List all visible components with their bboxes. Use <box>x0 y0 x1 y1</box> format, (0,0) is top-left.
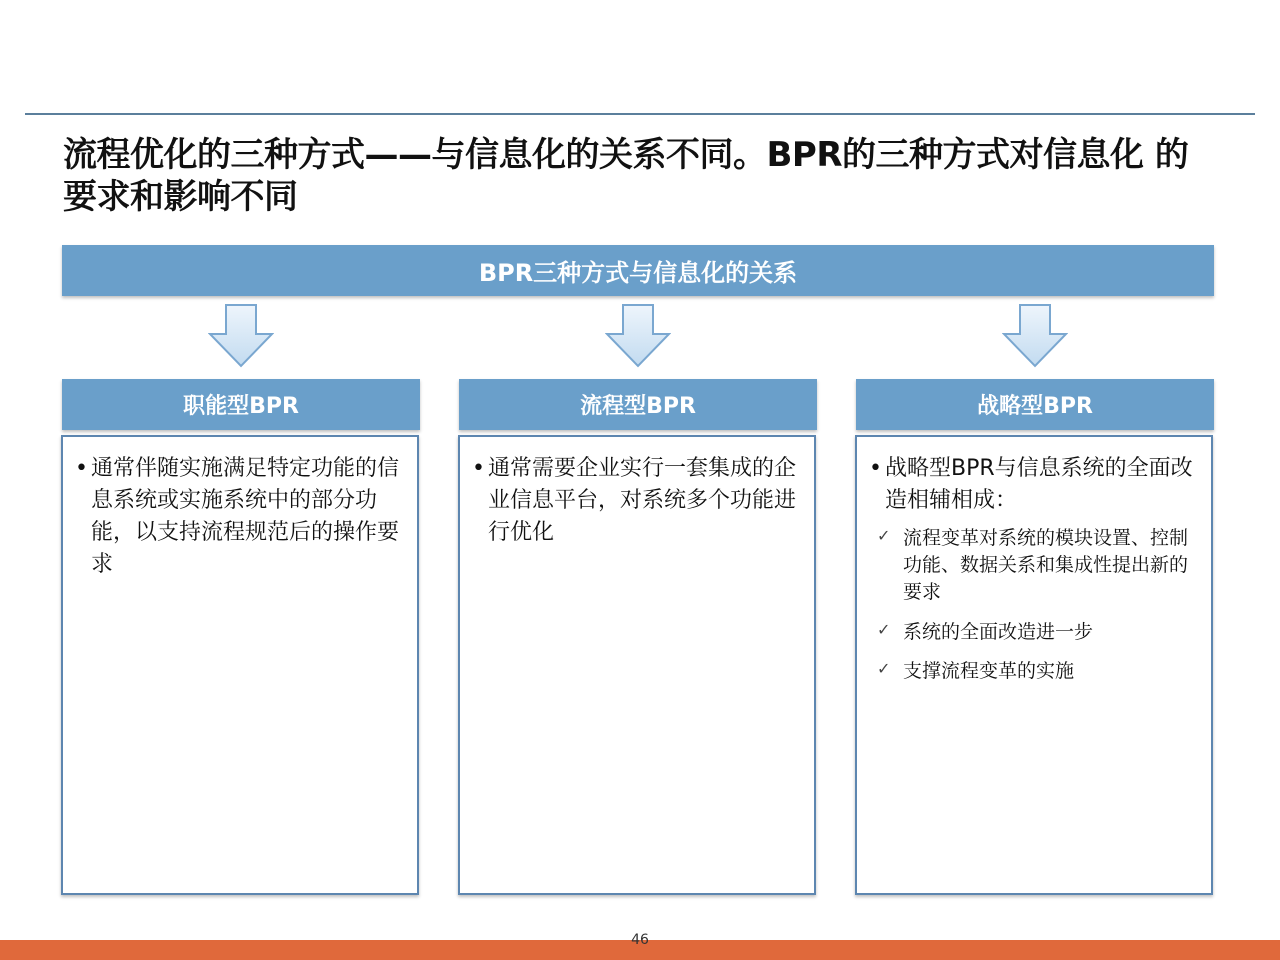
sub-list-text: 系统的全面改造进一步 <box>903 621 1094 643</box>
down-arrow-icon <box>1002 304 1068 368</box>
column-heading-label: 流程型BPR <box>580 394 696 419</box>
bullet-dot-icon: • <box>869 456 882 481</box>
column-heading-label: 职能型BPR <box>183 394 299 419</box>
column-box-process <box>458 435 816 895</box>
column-box-functional <box>61 435 419 895</box>
sub-list-text: 支撑流程变革的实施 <box>903 660 1075 682</box>
bullet-item <box>472 453 806 549</box>
column-box-strategic <box>855 435 1213 895</box>
checkmark-icon: ✓ <box>877 620 891 639</box>
bullet-item <box>75 453 409 581</box>
down-arrow-icon <box>208 304 274 368</box>
sub-list-item <box>877 658 1201 685</box>
page-number: 46 <box>631 932 649 948</box>
slide-title: 流程优化的三种方式——与信息化的关系不同。BPR的三种方式对信息化 的要求和影响不同 <box>63 135 1189 217</box>
bullet-dot-icon: • <box>472 456 485 481</box>
bullet-text: 战略型BPR与信息系统的全面改造相辅相成： <box>885 456 1193 513</box>
column-heading-strategic <box>856 379 1214 430</box>
banner-label: BPR三种方式与信息化的关系 <box>478 259 798 287</box>
checkmark-icon: ✓ <box>877 659 891 678</box>
relationship-banner <box>62 245 1214 296</box>
sub-list-item <box>877 619 1201 646</box>
column-heading-functional <box>62 379 420 430</box>
sub-list-text: 流程变革对系统的模块设置、控制功能、数据关系和集成性提出新的要求 <box>903 527 1189 603</box>
bullet-text: 通常伴随实施满足特定功能的信息系统或实施系统中的部分功能，以支持流程规范后的操作要求 <box>91 456 400 577</box>
sub-list-item <box>877 525 1201 606</box>
bullet-text: 通常需要企业实行一套集成的企业信息平台，对系统多个功能进行优化 <box>488 456 797 545</box>
column-heading-label: 战略型BPR <box>977 394 1093 419</box>
top-divider <box>25 113 1255 115</box>
down-arrow-icon <box>605 304 671 368</box>
checkmark-icon: ✓ <box>877 526 891 545</box>
bullet-dot-icon: • <box>75 456 88 481</box>
column-heading-process <box>459 379 817 430</box>
bullet-item <box>869 453 1203 517</box>
